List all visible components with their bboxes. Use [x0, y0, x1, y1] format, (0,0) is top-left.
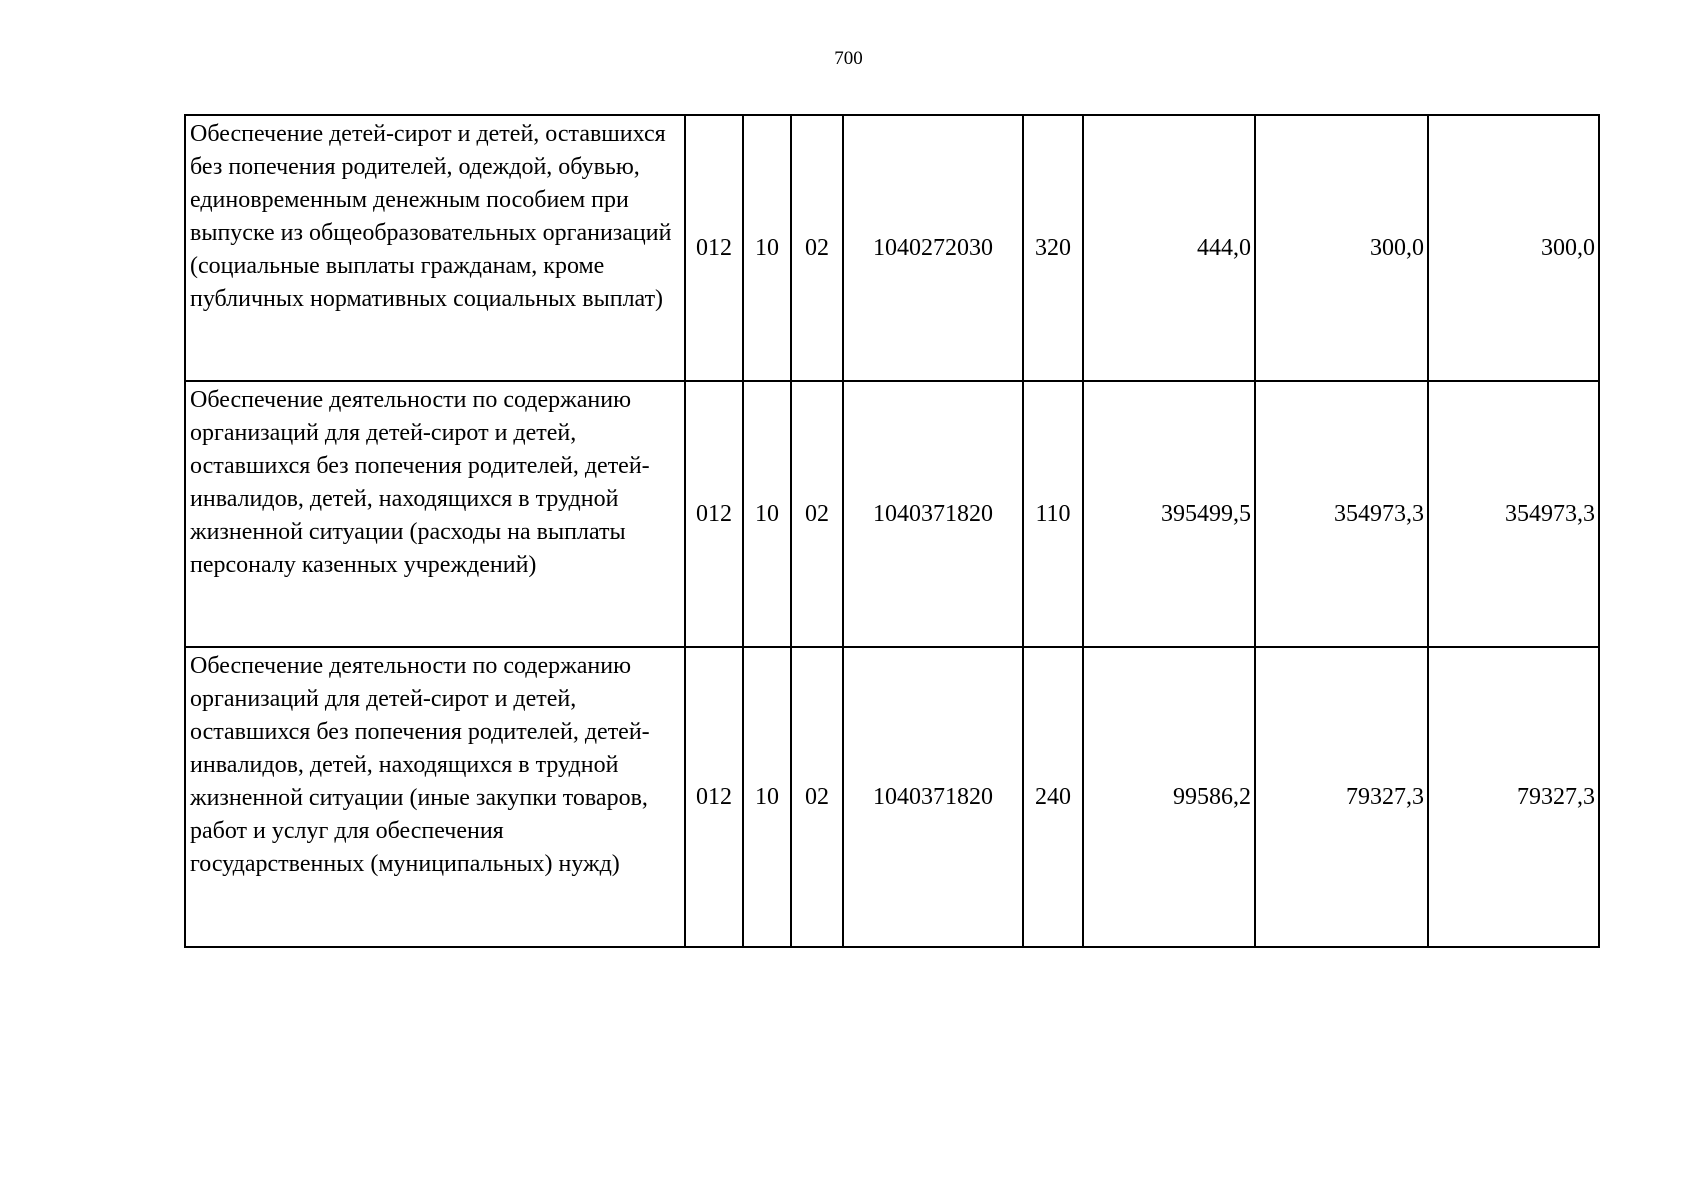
- amount-2: 354973,3: [1255, 381, 1428, 647]
- amount-1: 444,0: [1083, 115, 1255, 381]
- amount-3: 300,0: [1428, 115, 1599, 381]
- amount-3: 79327,3: [1428, 647, 1599, 947]
- section-code: 10: [743, 647, 791, 947]
- table-row: [185, 381, 1599, 647]
- section-code: 10: [743, 115, 791, 381]
- expense-type-code: 320: [1023, 115, 1083, 381]
- ministry-code: 012: [685, 115, 743, 381]
- budget-table: [184, 114, 1600, 948]
- ministry-code: 012: [685, 381, 743, 647]
- row-description: Обеспечение детей-сирот и детей, оставшихся без попечения родителей, одеждой, обувью, единовременным денежным пособием при выпуске из общеобразовательных организаций (социальные выплаты гражданам, кроме публичных нормативных социальных выплат): [185, 115, 685, 381]
- expense-type-code: 240: [1023, 647, 1083, 947]
- amount-2: 79327,3: [1255, 647, 1428, 947]
- target-article-code: 1040272030: [843, 115, 1023, 381]
- section-code: 10: [743, 381, 791, 647]
- subsection-code: 02: [791, 381, 843, 647]
- amount-3: 354973,3: [1428, 381, 1599, 647]
- row-description: Обеспечение деятельности по содержанию организаций для детей-сирот и детей, оставшихся без попечения родителей, детей-инвалидов, детей, находящихся в трудной жизненной ситуации (расходы на выплаты персоналу казенных учреждений): [185, 381, 685, 647]
- target-article-code: 1040371820: [843, 647, 1023, 947]
- expense-type-code: 110: [1023, 381, 1083, 647]
- table-row: [185, 115, 1599, 381]
- amount-1: 99586,2: [1083, 647, 1255, 947]
- target-article-code: 1040371820: [843, 381, 1023, 647]
- ministry-code: 012: [685, 647, 743, 947]
- amount-2: 300,0: [1255, 115, 1428, 381]
- amount-1: 395499,5: [1083, 381, 1255, 647]
- subsection-code: 02: [791, 115, 843, 381]
- page-number: 700: [834, 48, 863, 69]
- row-description: Обеспечение деятельности по содержанию организаций для детей-сирот и детей, оставшихся без попечения родителей, детей-инвалидов, детей, находящихся в трудной жизненной ситуации (иные закупки товаров, работ и услуг для обеспечения государственных (муниципальных) нужд): [185, 647, 685, 947]
- table-row: [185, 647, 1599, 947]
- subsection-code: 02: [791, 647, 843, 947]
